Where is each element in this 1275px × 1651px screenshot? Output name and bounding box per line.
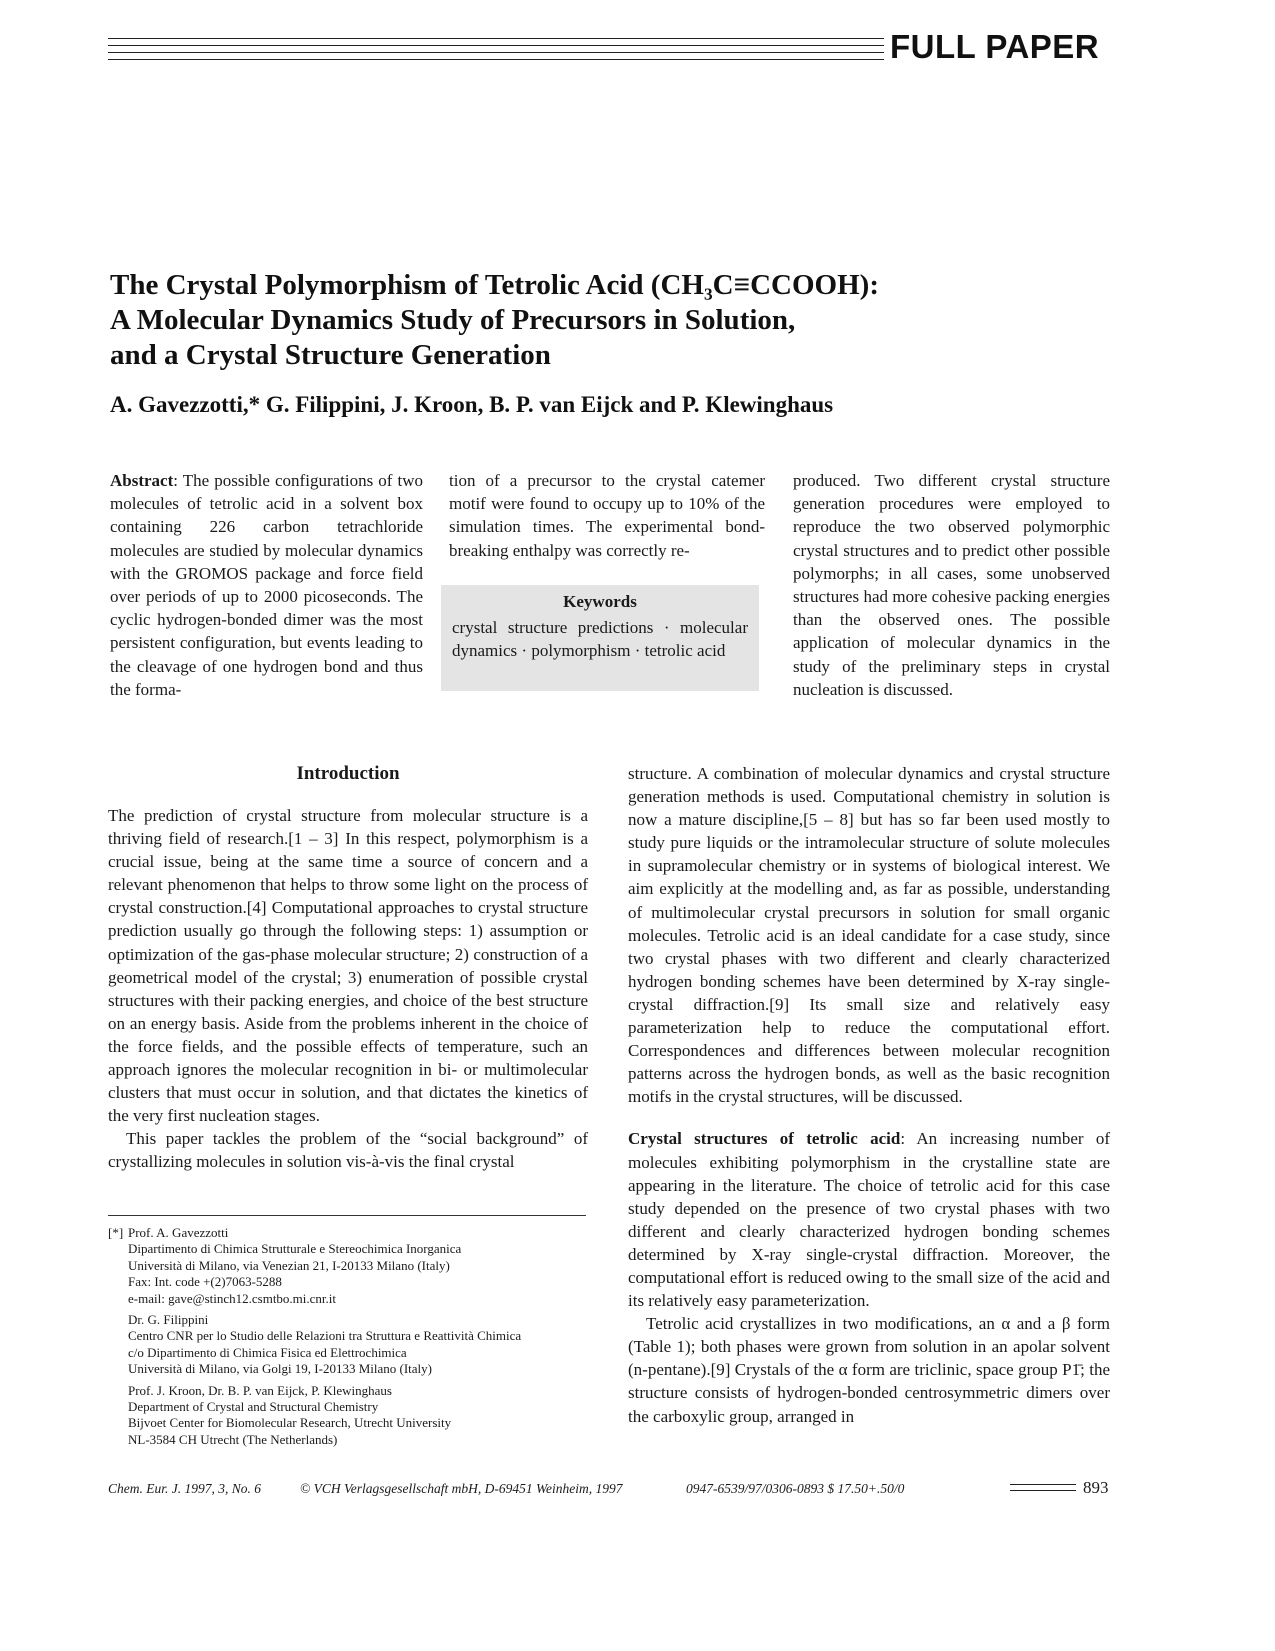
abstract-text-1: : The possible configurations of two molecules of tetrolic acid in a solvent box containing 226 carbon tetrachloride molecules are studied by molecular dynamics with the GROMOS package and force field over periods of up to 2000 picoseconds. The cyclic hydrogen-bonded dimer was the most persistent configuration, but events leading to the cleavage of one hydrogen bond and thus the forma- [110,471,423,699]
footnote-line: NL-3584 CH Utrecht (The Netherlands) [128,1431,338,1447]
footnote-rule [108,1215,586,1216]
run-in-heading-crystal-structures: Crystal structures of tetrolic acid [628,1129,901,1149]
footnote-line: Università di Milano, via Venezian 21, I-20133 Milano (Italy) [128,1257,450,1273]
body-column-left [108,762,588,1174]
intro-paragraph-1: The prediction of crystal structure from molecular structure is a thriving field of research.[1 – 3] In this respect, polymorphism is a crucial issue, being at the same time a source of concern and a relevant phenomenon that helps to throw some light on the process of crystal construction.[4] Computational approaches to crystal structure prediction usually go through the following steps: 1) assumption or optimization of the gas-phase molecular structure; 2) construction of a geometrical model of the crystal; 3) enumeration of possible crystal structures with their packing energies, and choice of the best structure on an energy basis. Aside from the problems inherent in the choice of the force fields, and the possible effects of temperature, such an approach ignores the molecular recognition in bi- or multimolecular clusters that must occur in solution, and that dictates the kinetics of the very first nucleation stages. [108,806,588,1126]
title-line-2: A Molecular Dynamics Study of Precursors in Solution, [110,304,796,336]
footnote-line: Centro CNR per lo Studio delle Relazioni tra Struttura e Reattività Chimica [128,1328,522,1344]
footnote-line: Dipartimento di Chimica Strutturale e Stereochimica Inorganica [128,1241,462,1257]
header-rule [108,45,884,46]
header-rule [108,38,884,39]
title-line-3: and a Crystal Structure Generation [110,339,551,371]
keywords-list: crystal structure predictions · molecular dynamics · polymorphism · tetrolic acid [452,618,748,660]
author-list: A. Gavezzotti,* G. Filippini, J. Kroon, B. P. van Eijck and P. Klewinghaus [110,392,834,417]
abstract-label: Abstract [110,471,174,490]
footnote-line: Bijvoet Center for Biomolecular Research, Utrecht University [128,1415,452,1431]
page-number-rule [1010,1490,1076,1491]
footer-code: 0947-6539/97/0306-0893 $ 17.50+.50/0 [686,1481,905,1496]
title-line-1: The Crystal Polymorphism of Tetrolic Acid (CH₃C≡CCOOH): [110,269,879,301]
keywords-box [441,585,759,691]
crystal-paragraph-1: : An increasing number of molecules exhibiting polymorphism in the crystalline state are appearing in the literature. The choice of tetrolic acid for this case study depended on the presence of two crystal phases with two different and clearly characterized hydrogen bonding schemes determined by X-ray single-crystal diffraction. Moreover, the computational effort is reduced owing to the small size of the acid and its relatively easy parameterization. [628,1129,1110,1311]
footnote-line: Dr. G. Filippini [128,1312,209,1328]
crystal-paragraph-2: Tetrolic acid crystallizes in two modifications, an α and a β form (Table 1); both phases were grown from solution in an apolar solvent (n-pentane).[9] Crystals of the α form are triclinic, space group P1̄; the structure consists of hydrogen-bonded centrosymmetric dimers over the carboxylic group, arranged in [628,1314,1110,1426]
body-column-right [628,762,1110,1428]
header-rules [108,36,884,66]
page-number-rule [1010,1484,1076,1485]
footnote-line: Prof. J. Kroon, Dr. B. P. van Eijck, P. Klewinghaus [128,1382,392,1398]
footnote-line: Fax: Int. code +(2)7063-5288 [128,1274,282,1290]
footnote-line: Università di Milano, via Golgi 19, I-20133 Milano (Italy) [128,1361,433,1377]
section-label: FULL PAPER [890,28,1100,65]
abstract-column-3 [793,469,1110,701]
intro-paragraph-2: This paper tackles the problem of the “social background” of crystallizing molecules in solution vis-à-vis the final crystal [108,1129,588,1172]
footnotes [108,1225,588,1453]
intro-paragraph-3: structure. A combination of molecular dynamics and crystal structure generation methods is used. Computational chemistry in solution is now a mature discipline,[5 – 8] but has so far been used mostly to study pure liquids or the intramolecular structure of solute molecules in supramolecular chemistry or in systems of biological interest. We aim explicitly at the modelling and, as far as possible, understanding of multimolecular crystal precursors in solution for small organic molecules. Tetrolic acid is an ideal candidate for a case study, since two crystal phases with two different and clearly characterized hydrogen bonding schemes have been determined by X-ray single-crystal diffraction.[9] Its small size and relatively easy parameterization help to reduce the computational effort. Correspondences and differences between molecular recognition patterns across the hydrogen bonds, as well as the basic recognition motifs in the crystal structures, will be discussed. [628,764,1110,1107]
abstract-text-2: tion of a precursor to the crystal catemer motif were found to occupy up to 10% of the simulation times. The experimental bond-breaking enthalpy was correctly re- [449,471,765,560]
section-heading-introduction: Introduction [296,763,400,784]
footnote-block-1 [108,1225,588,1307]
keywords-title: Keywords [563,592,637,611]
header-rule [108,59,884,60]
footnote-line: Department of Crystal and Structural Chemistry [128,1399,379,1415]
paper-title [110,268,1170,373]
footer-copyright: © VCH Verlagsgesellschaft mbH, D-69451 Weinheim, 1997 [300,1481,623,1496]
page-number: 893 [1083,1478,1109,1497]
abstract-column-2 [449,469,765,562]
footnote-line: c/o Dipartimento di Chimica Fisica ed Elettrochimica [128,1344,407,1360]
footnote-mark: [*] [108,1225,124,1240]
footnote-block-2 [108,1312,588,1378]
abstract-column-1 [110,469,423,701]
footnote-email: e-mail: gave@stinch12.csmtbo.mi.cnr.it [128,1290,337,1306]
abstract-text-3: produced. Two different crystal structure generation procedures were employed to reproduce the two observed polymorphic crystal structures and to predict other possible polymorphs; in all cases, some unobserved structures had more cohesive packing energies than the observed ones. The possible application of molecular dynamics in the study of the preliminary steps in crystal nucleation is discussed. [793,471,1110,699]
header-rule [108,52,884,53]
footnote-block-3 [108,1383,588,1449]
footnote-line: Prof. A. Gavezzotti [128,1225,229,1240]
footer-journal: Chem. Eur. J. 1997, 3, No. 6 [108,1481,261,1496]
